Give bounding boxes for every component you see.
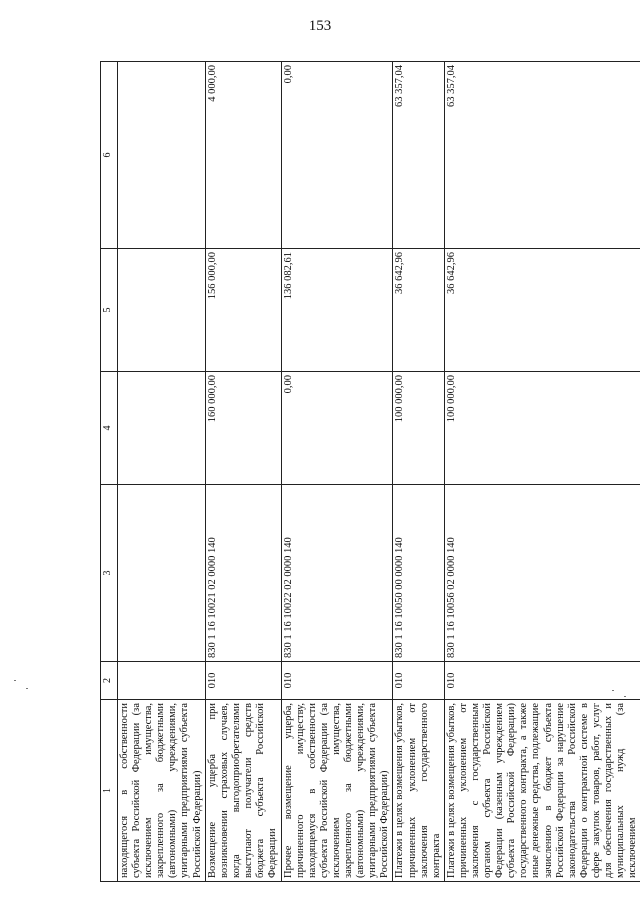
row-col5-value: 36 642,96 bbox=[393, 249, 444, 372]
budget-table bbox=[100, 61, 640, 882]
table-row bbox=[118, 62, 206, 882]
row-col4-value: 0,00 bbox=[281, 372, 393, 485]
row-code: 010 bbox=[444, 662, 640, 700]
row-description: Возмещение ущерба при возникновении страховых случаев, когда выгодоприобретателями выступают получатели средств бюджета субъекта Российской Федерации bbox=[206, 700, 282, 882]
row-description: Платежи в целях возмещения убытков, причиненных уклонением от заключения с государственным органом субъекта Российской Федерации (казенным учреждением субъекта Российской Федерации) государственного контракта, а также иные денежные средства, подлежащие зачислению в бюджет субъекта Российской Федерации за нарушение законодательства Российской Федерации о контрактной системе в сфере закупок товаров, работ, услуг для обеспечения государственных и муниципальных нужд (за исключением bbox=[444, 700, 640, 882]
row-kbk: 830 1 16 10056 02 0000 140 bbox=[444, 485, 640, 662]
table-row bbox=[281, 62, 393, 882]
header-col-4: 4 bbox=[101, 372, 118, 485]
row-col6-value: 63 357,04 bbox=[444, 62, 640, 249]
page-number: 153 bbox=[308, 18, 332, 34]
row-description: Прочее возмещение ущерба, причиненного имуществу, находящемуся в собственности субъекта Российской Федерации (за исключением имущества, закрепленного за бюджетными (автономными) учреждениями, унитарными предприятиями субъекта Российской Федерации) bbox=[281, 700, 393, 882]
table-row bbox=[206, 62, 282, 882]
header-col-1: 1 bbox=[101, 700, 118, 882]
table-row bbox=[444, 62, 640, 882]
scan-speck bbox=[14, 680, 16, 681]
row-col5-value: 156 000,00 bbox=[206, 249, 282, 372]
header-col-3: 3 bbox=[101, 485, 118, 662]
row-col6-value bbox=[118, 62, 206, 249]
row-kbk: 830 1 16 10022 02 0000 140 bbox=[281, 485, 393, 662]
row-kbk bbox=[118, 485, 206, 662]
row-code: 010 bbox=[281, 662, 393, 700]
row-kbk: 830 1 16 10021 02 0000 140 bbox=[206, 485, 282, 662]
row-description: находящегося в собственности субъекта Российской Федерации (за исключением имущества, закрепленного за бюджетными (автономными) учреждениями, унитарными предприятиями субъекта Российской Федерации) bbox=[118, 700, 206, 882]
table-row bbox=[393, 62, 444, 882]
table-header-row bbox=[101, 62, 118, 882]
scan-speck bbox=[612, 690, 614, 691]
row-col4-value bbox=[118, 372, 206, 485]
row-col4-value: 100 000,00 bbox=[444, 372, 640, 485]
row-col5-value bbox=[118, 249, 206, 372]
row-col4-value: 100 000,00 bbox=[393, 372, 444, 485]
row-col5-value: 136 082,61 bbox=[281, 249, 393, 372]
rotated-table-area bbox=[100, 62, 639, 882]
header-col-5: 5 bbox=[101, 249, 118, 372]
row-col6-value: 4 000,00 bbox=[206, 62, 282, 249]
row-code: 010 bbox=[393, 662, 444, 700]
rotated-table-container bbox=[100, 62, 639, 882]
row-description: Платежи в целях возмещения убытков, причиненных уклонением от заключения государственного контракта bbox=[393, 700, 444, 882]
row-code bbox=[118, 662, 206, 700]
header-col-2: 2 bbox=[101, 662, 118, 700]
row-col6-value: 63 357,04 bbox=[393, 62, 444, 249]
row-col4-value: 160 000,00 bbox=[206, 372, 282, 485]
header-col-6: 6 bbox=[101, 62, 118, 249]
scan-speck bbox=[624, 696, 626, 697]
row-kbk: 830 1 16 10050 00 0000 140 bbox=[393, 485, 444, 662]
row-code: 010 bbox=[206, 662, 282, 700]
scan-speck bbox=[26, 688, 28, 689]
row-col5-value: 36 642,96 bbox=[444, 249, 640, 372]
row-col6-value: 0,00 bbox=[281, 62, 393, 249]
